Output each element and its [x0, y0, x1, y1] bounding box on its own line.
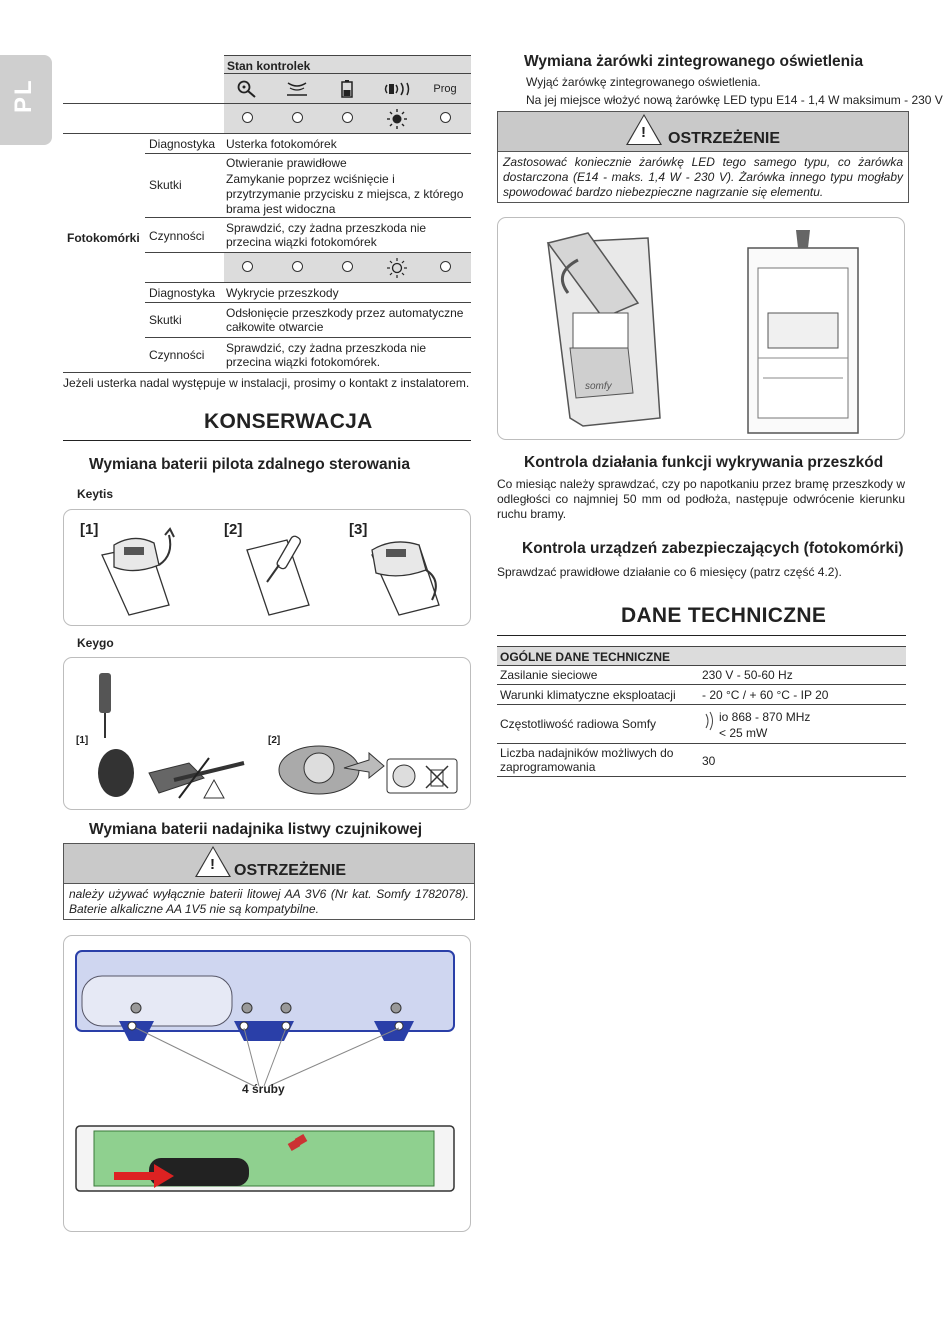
lamp-step-1: Wyjąć żarówkę zintegrowanego oświetlenia.: [526, 75, 761, 89]
status-lamps-row-1: [63, 104, 471, 134]
lamp-off: [440, 112, 451, 123]
tech-row: [497, 685, 906, 705]
tech-value: - 20 °C / + 60 °C - IP 20: [702, 688, 829, 702]
battery-icon: [325, 79, 369, 102]
lamp-steady-icon: [375, 109, 419, 132]
keytis-figure: [63, 509, 471, 626]
sensor-battery-title: Wymiana baterii nadajnika listwy czujnikowej: [89, 821, 423, 838]
tech-value: 230 V - 50-60 Hz: [702, 668, 793, 682]
keygo-figure: [63, 657, 471, 810]
status-lamps-row-2: [145, 253, 471, 283]
diag-value: Usterka fotokomórek: [226, 137, 337, 151]
status-header-label: Stan kontrolek: [227, 59, 311, 73]
safety-title: Kontrola urządzeń zabezpieczających (fotokomórki): [522, 540, 904, 557]
battery-insert-illustration: [239, 520, 329, 620]
diag-label: Diagnostyka: [149, 137, 216, 151]
remote-open-illustration: [94, 525, 184, 620]
brand-logo: somfy: [585, 381, 612, 392]
tech-row: [497, 666, 906, 685]
battery-recycle-icon: [386, 758, 458, 794]
tech-title: DANE TECHNICZNE: [621, 604, 827, 627]
key-search-icon: [225, 79, 269, 102]
lamp-off: [292, 112, 303, 123]
sensor-warning-box: [63, 843, 475, 920]
tech-label: Liczba nadajników możliwych do: [500, 746, 674, 760]
warning-text: Zastosować koniecznie żarówkę LED tego samego typu, co żarówka dostarczona (E14 - maks. 1,4 W - 230 V). Żarówka innego typu mogłaby spowodować bardzo niebezpieczne nagrzanie się elementu.: [503, 155, 903, 199]
status-icon-row: [63, 74, 471, 104]
obstacle-text: Co miesiąc należy sprawdzać, czy po napotkaniu przez bramę przeszkody w odległości co najmniej 50 mm od podłoża, następuje odwrócenie kierunku ruchu bramy.: [497, 477, 905, 521]
divider: [63, 440, 471, 441]
prog-label: Prog: [433, 83, 457, 95]
konserwacja-title: KONSERWACJA: [204, 410, 373, 433]
tech-value: io 868 - 870 MHz: [719, 710, 811, 724]
radio-wave-icon: [702, 711, 716, 731]
tech-header: OGÓLNE DANE TECHNICZNE: [500, 650, 671, 664]
action-label: Czynności: [149, 348, 205, 362]
status-header-row: [224, 55, 471, 74]
diag-label: Diagnostyka: [149, 286, 216, 300]
tech-value: 30: [702, 754, 716, 768]
lamp-off: [242, 261, 253, 272]
safety-text: Sprawdzać prawidłowe działanie co 6 miesięcy (patrz część 4.2).: [497, 565, 842, 579]
step-label: [2]: [268, 735, 281, 746]
step-label: [1]: [80, 521, 99, 538]
divider: [497, 635, 906, 636]
keytis-label: Keytis: [77, 487, 114, 501]
tech-label: Warunki klimatyczne eksploatacji: [500, 688, 676, 702]
block2-effects-row: [145, 303, 471, 338]
warning-title: OSTRZEŻENIE: [668, 130, 781, 147]
effects-label: Skutki: [149, 178, 182, 192]
tech-label: Zasilanie sieciowe: [500, 668, 598, 682]
lamp-warning-box: [497, 111, 909, 203]
lamp-off: [342, 112, 353, 123]
sensor-battery-figure: [63, 935, 471, 1232]
block1-action-row: [145, 218, 471, 253]
radio-icon: [375, 80, 419, 101]
step-label: [3]: [349, 521, 368, 538]
screws-label: 4 śruby: [242, 1082, 285, 1096]
language-tab: [0, 55, 52, 145]
effects-label: Skutki: [149, 313, 182, 327]
block2-action-row: [63, 338, 471, 373]
warning-text: należy używać wyłącznie baterii litowej AA 3V6 (Nr kat. Somfy 1782078). Baterie alkaliczne AA 1V5 nie są kompatybilne.: [69, 887, 469, 916]
block2-diag-row: [145, 283, 471, 303]
tech-header-row: [497, 646, 906, 666]
lamp-off: [342, 261, 353, 272]
action-value: Sprawdzić, czy żadna przeszkoda nie przecina wiązki fotokomórek: [226, 221, 427, 249]
obstacle-title: Kontrola działania funkcji wykrywania przeszkód: [524, 454, 884, 471]
motor-housing-illustration: [498, 218, 903, 438]
effects-value-1: Otwieranie prawidłowe: [226, 156, 347, 170]
warning-title: OSTRZEŻENIE: [234, 862, 347, 879]
effects-value-2: Zamykanie poprzez wciśnięcie i przytrzymanie przycisku z miejsca, z którego brama jest widoczna: [226, 172, 464, 216]
footer-note: Jeżeli usterka nadal występuje w instalacji, prosimy o kontakt z instalatorem.: [63, 376, 470, 390]
tech-label: zaprogramowania: [500, 760, 596, 774]
action-value: Sprawdzić, czy żadna przeszkoda nie przecina wiązki fotokomórek.: [226, 341, 427, 369]
lamp-step-2: Na jej miejsce włożyć nową żarówkę LED typu E14 - 1,4 W maksimum - 230 V: [526, 93, 943, 107]
diag-value: Wykrycie przeszkody: [226, 286, 339, 300]
lamp-off: [242, 112, 253, 123]
remote-battery-title: Wymiana baterii pilota zdalnego sterowania: [89, 456, 410, 473]
keygo-battery-illustration: [274, 738, 389, 803]
lamp-off: [440, 261, 451, 272]
effects-value: Odsłonięcie przeszkody przez automatyczne całkowite otwarcie: [226, 306, 464, 334]
lamp-blinking-icon: [375, 258, 419, 281]
lamp-title: Wymiana żarówki zintegrowanego oświetlenia: [524, 53, 864, 70]
block1-diag-row: [145, 134, 471, 154]
step-label: [1]: [76, 735, 89, 746]
lamp-off: [292, 261, 303, 272]
section-label: Fotokomórki: [67, 231, 140, 245]
tech-value: < 25 mW: [719, 726, 768, 740]
tech-label: Częstotliwość radiowa Somfy: [500, 717, 657, 731]
gate-icon: [275, 80, 319, 101]
keygo-label: Keygo: [77, 636, 114, 650]
language-tab-label: PL: [10, 78, 37, 113]
step-label: [2]: [224, 521, 243, 538]
action-label: Czynności: [149, 229, 205, 243]
lamp-figure: [497, 217, 905, 440]
block1-effects-row: [145, 154, 471, 218]
tech-row: [497, 744, 906, 777]
keygo-open-illustration: [94, 668, 264, 803]
remote-close-illustration: [364, 525, 454, 620]
tech-row: [497, 705, 906, 744]
